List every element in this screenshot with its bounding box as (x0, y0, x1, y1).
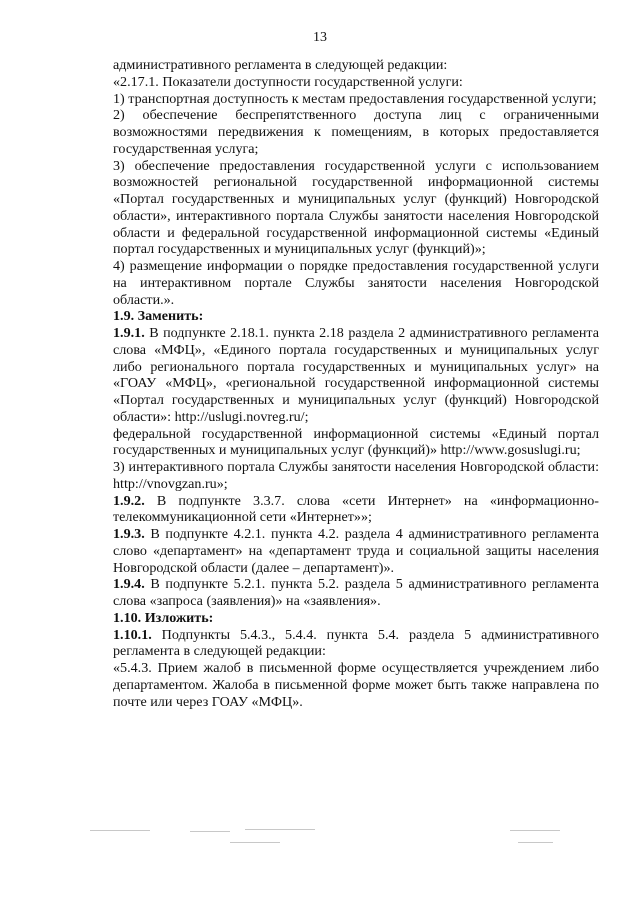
item-number: 1.10.1. (113, 626, 152, 643)
paragraph: федеральной государственной информационной системы «Единый портал государственных и муниципальных услуг (функций)» http://www.gosuslugi.ru; (113, 425, 599, 459)
item-text: В подпункте 4.2.1. пункта 4.2. раздела 4 административного регламента слово «департамент» на «департамент труда и социальной защиты населения Новгородской области (далее – департамент)». (113, 526, 599, 576)
section-heading: 1.9. Заменить: (113, 308, 204, 325)
paragraph (113, 325, 599, 426)
scan-noise-mark (245, 829, 315, 830)
scan-noise-mark (518, 842, 553, 843)
scan-noise-mark (230, 842, 280, 843)
section-heading: 1.10. Изложить: (113, 609, 214, 626)
scan-noise-mark (190, 831, 230, 832)
paragraph: административного регламента в следующей редакции: (113, 57, 448, 73)
document-body (113, 57, 599, 710)
scan-noise-mark (90, 830, 150, 831)
item-text: В подпункте 2.18.1. пункта 2.18 раздела 2 административного регламента слова «МФЦ», «Единого портала государственных и муниципальных услуг либо регионального портала государственных и муниципальных услуг» на «ГОАУ «МФЦ», «региональной государственной информационной системы «Портал государственных и муниципальных услуг (функций) Новгородской области»: http://uslugi.novreg.ru/; (113, 325, 599, 425)
paragraph (113, 627, 599, 661)
scan-noise (70, 828, 590, 848)
paragraph: 3) интерактивного портала Службы занятости населения Новгородской области: http://vnovgzan.ru»; (113, 459, 599, 492)
paragraph: «5.4.3. Прием жалоб в письменной форме осуществляется учреждением либо департаментом. Жалоба в письменной форме может быть также направлена по почте или через ГОАУ «МФЦ». (113, 660, 599, 710)
paragraph: 1) транспортная доступность к местам предоставления государственной услуги; (113, 90, 597, 107)
paragraph (113, 576, 599, 610)
paragraph (113, 526, 599, 576)
paragraph: 2) обеспечение беспрепятственного доступа лиц с ограниченными возможностями передвижения к помещениям, в которых предоставляется государственная услуга; (113, 107, 599, 157)
paragraph: 3) обеспечение предоставления государственной услуги с использованием возможностей региональной государственной информационной системы «Портал государственных и муниципальных услуг (функций) Новгородской области», интерактивного портала Службы занятости населения Новгородской области и федеральной государственной информационной системы «Единый портал государственных и муниципальных услуг (функций)»; (113, 157, 599, 258)
item-text: В подпункте 5.2.1. пункта 5.2. раздела 5 административного регламента слова «запроса (заявления)» на «заявления». (113, 576, 599, 609)
paragraph (113, 493, 599, 527)
item-number: 1.9.3. (113, 526, 145, 542)
item-number: 1.9.2. (113, 492, 145, 509)
item-number: 1.9.1. (113, 325, 145, 341)
item-text: Подпункты 5.4.3., 5.4.4. пункта 5.4. раздела 5 административного регламента в следующей редакции: (113, 626, 599, 660)
item-number: 1.9.4. (113, 576, 145, 593)
item-text: В подпункте 3.3.7. слова «сети Интернет» на «информационно-телекоммуникационной сети «Интернет»»; (113, 492, 599, 526)
paragraph: «2.17.1. Показатели доступности государственной услуги: (113, 73, 463, 90)
page-number: 13 (313, 30, 327, 45)
paragraph: 4) размещение информации о порядке предоставления государственной услуги на интерактивном портале Службы занятости населения Новгородской области.». (113, 258, 599, 308)
scan-noise-mark (510, 830, 560, 831)
